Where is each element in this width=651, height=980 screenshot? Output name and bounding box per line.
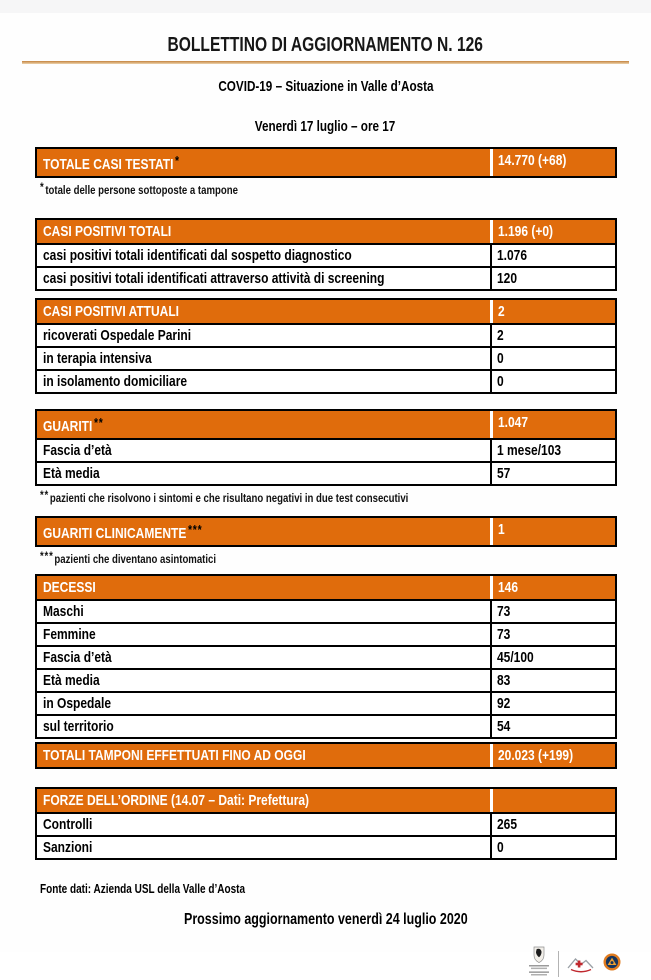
row-value: [490, 670, 615, 691]
table-row: [37, 438, 615, 461]
header-value: [490, 576, 615, 599]
page-subtitle: [0, 78, 651, 95]
table-header-row: [37, 300, 615, 323]
footnote-asterisk: *: [40, 180, 45, 194]
row-label-text: Sanzioni: [43, 839, 93, 856]
row-label-text: Età media: [43, 672, 100, 689]
table-header-row: [37, 518, 615, 545]
row-label-text: casi positivi totali identificati dal sospetto diagnostico: [43, 247, 352, 264]
header-label-text: GUARITI CLINICAMENTE: [43, 525, 187, 542]
table-guariti: [35, 409, 617, 486]
header-label: [37, 220, 490, 243]
row-value-text: 73: [497, 603, 511, 620]
row-value-text: 0: [497, 350, 504, 367]
footnote-guariti-clinicamente: [40, 549, 651, 566]
header-label-text: TOTALI TAMPONI EFFETTUATI FINO AD OGGI: [43, 747, 306, 764]
row-value: [490, 693, 615, 714]
row-label: [37, 371, 490, 392]
row-value-text: 120: [497, 270, 518, 287]
row-value-text: 265: [497, 816, 518, 833]
page-title-text: BOLLETTINO DI AGGIORNAMENTO N. 126: [167, 34, 484, 56]
row-label-text: ricoverati Ospedale Parini: [43, 327, 192, 344]
row-value: [490, 268, 615, 289]
table-row: [37, 599, 615, 622]
row-label-text: casi positivi totali identificati attraverso attività di screening: [43, 270, 385, 287]
row-value-text: 83: [497, 672, 511, 689]
row-value-text: 45/100: [497, 649, 534, 666]
row-label-text: Fascia d’età: [43, 649, 112, 666]
footnote-asterisk: **: [40, 488, 50, 502]
table-row: [37, 266, 615, 289]
row-value-text: 54: [497, 718, 511, 735]
row-value-text: 0: [497, 373, 504, 390]
header-label-text: FORZE DELL’ORDINE (14.07 – Dati: Prefettura): [43, 792, 310, 809]
row-label: [37, 268, 490, 289]
header-value-text: 1: [498, 521, 505, 538]
header-value: [490, 518, 615, 545]
row-value: [490, 325, 615, 346]
row-value: [490, 601, 615, 622]
header-value-text: 2: [498, 303, 505, 320]
header-value-text: 1.047: [498, 414, 529, 431]
header-label: [37, 149, 490, 176]
row-value: [490, 647, 615, 668]
header-label: [37, 744, 490, 767]
header-label-text: GUARITI: [43, 418, 93, 435]
table-row: [37, 346, 615, 369]
table-row: [37, 369, 615, 392]
row-value: [490, 245, 615, 266]
row-label: [37, 837, 490, 858]
header-value: [490, 744, 615, 767]
header-value: [490, 220, 615, 243]
row-label: [37, 716, 490, 737]
header-value-text: 146: [498, 579, 519, 596]
protezione-civile-logo-icon: [603, 953, 621, 971]
row-value-text: 2: [497, 327, 504, 344]
row-label: [37, 601, 490, 622]
row-value: [490, 837, 615, 858]
header-label: [37, 411, 490, 438]
page-title: [0, 34, 651, 57]
usl-valle-daosta-logo-icon: [566, 955, 596, 973]
row-label-text: Maschi: [43, 603, 84, 620]
row-value-text: 57: [497, 465, 511, 482]
row-value: [490, 716, 615, 737]
row-label: [37, 693, 490, 714]
row-value-text: 1 mese/103: [497, 442, 562, 459]
row-label: [37, 440, 490, 461]
header-value: [490, 789, 615, 812]
row-value: [490, 371, 615, 392]
header-label: [37, 518, 490, 545]
table-header-row: [37, 411, 615, 438]
header-value: [490, 300, 615, 323]
header-label-text: CASI POSITIVI ATTUALI: [43, 303, 180, 320]
row-label-text: Femmine: [43, 626, 96, 643]
page-subtitle-text: COVID-19 – Situazione in Valle d’Aosta: [217, 78, 434, 95]
table-row: [37, 622, 615, 645]
header-label: [37, 576, 490, 599]
title-underline: [22, 61, 629, 64]
header-label-text: TOTALE CASI TESTATI: [43, 156, 174, 173]
row-value-text: 0: [497, 839, 504, 856]
valle-daosta-coat-of-arms-icon: [527, 946, 551, 980]
table-header-row: [37, 576, 615, 599]
table-row: [37, 714, 615, 737]
header-value-text: 20.023 (+199): [498, 747, 574, 764]
table-forze-dellordine: [35, 787, 617, 860]
row-value: [490, 348, 615, 369]
header-label-text: CASI POSITIVI TOTALI: [43, 223, 172, 240]
footnote-asterisk: ***: [40, 549, 54, 563]
table-header-row: [37, 789, 615, 812]
footnote-guariti: [40, 488, 651, 505]
row-label-text: in terapia intensiva: [43, 350, 152, 367]
header-value: [490, 411, 615, 438]
footer-logos: [0, 946, 651, 980]
table-header-row: [37, 744, 615, 767]
row-value-text: 92: [497, 695, 511, 712]
table-row: [37, 323, 615, 346]
table-totale-casi-testati: [35, 147, 617, 178]
table-header-row: [37, 149, 615, 176]
row-label: [37, 814, 490, 835]
row-value: [490, 463, 615, 484]
row-label: [37, 624, 490, 645]
footnote-casi-testati: [40, 180, 651, 197]
row-value: [490, 814, 615, 835]
header-asterisk: **: [93, 415, 104, 430]
row-value-text: 73: [497, 626, 511, 643]
row-label-text: in isolamento domiciliare: [43, 373, 188, 390]
row-label: [37, 463, 490, 484]
table-row: [37, 243, 615, 266]
table-row: [37, 835, 615, 858]
footnote-text: totale delle persone sottoposte a tampone: [45, 183, 238, 197]
table-row: [37, 461, 615, 484]
row-value: [490, 624, 615, 645]
table-header-row: [37, 220, 615, 243]
header-label-text: DECESSI: [43, 579, 96, 596]
header-asterisk: ***: [187, 522, 203, 537]
header-asterisk: *: [175, 153, 180, 168]
row-label-text: Età media: [43, 465, 100, 482]
table-row: [37, 691, 615, 714]
row-label-text: sul territorio: [43, 718, 114, 735]
header-value-text: 14.770 (+68): [498, 152, 567, 169]
table-row: [37, 645, 615, 668]
header-value-text: 1.196 (+0): [498, 223, 554, 240]
row-label: [37, 348, 490, 369]
next-update-text: Prossimo aggiornamento venerdì 24 luglio 2020: [183, 911, 468, 928]
row-label-text: Fascia d’età: [43, 442, 112, 459]
row-label: [37, 325, 490, 346]
header-label: [37, 300, 490, 323]
row-label-text: Controlli: [43, 816, 93, 833]
table-row: [37, 668, 615, 691]
source-line-text: Fonte dati: Azienda USL della Valle d’Aosta: [40, 882, 246, 896]
next-update-line: [0, 911, 651, 929]
row-label-text: in Ospedale: [43, 695, 112, 712]
top-strip: [0, 0, 651, 13]
header-label: [37, 789, 490, 812]
row-label: [37, 245, 490, 266]
logo-divider: [558, 951, 559, 977]
table-row: [37, 812, 615, 835]
footnote-text: pazienti che diventano asintomatici: [54, 552, 217, 566]
source-line: [40, 882, 651, 896]
table-decessi: [35, 574, 617, 739]
table-guariti-clinicamente: [35, 516, 617, 547]
date-line-text: Venerdì 17 luglio – ore 17: [255, 118, 396, 135]
date-line: [0, 118, 651, 135]
row-value-text: 1.076: [497, 247, 528, 264]
row-value: [490, 440, 615, 461]
row-label: [37, 670, 490, 691]
footnote-text: pazienti che risolvono i sintomi e che risultano negativi in due test consecutivi: [49, 491, 409, 505]
header-value: [490, 149, 615, 176]
table-casi-positivi-totali: [35, 218, 617, 291]
table-casi-positivi-attuali: [35, 298, 617, 394]
row-label: [37, 647, 490, 668]
table-totali-tamponi: [35, 742, 617, 769]
